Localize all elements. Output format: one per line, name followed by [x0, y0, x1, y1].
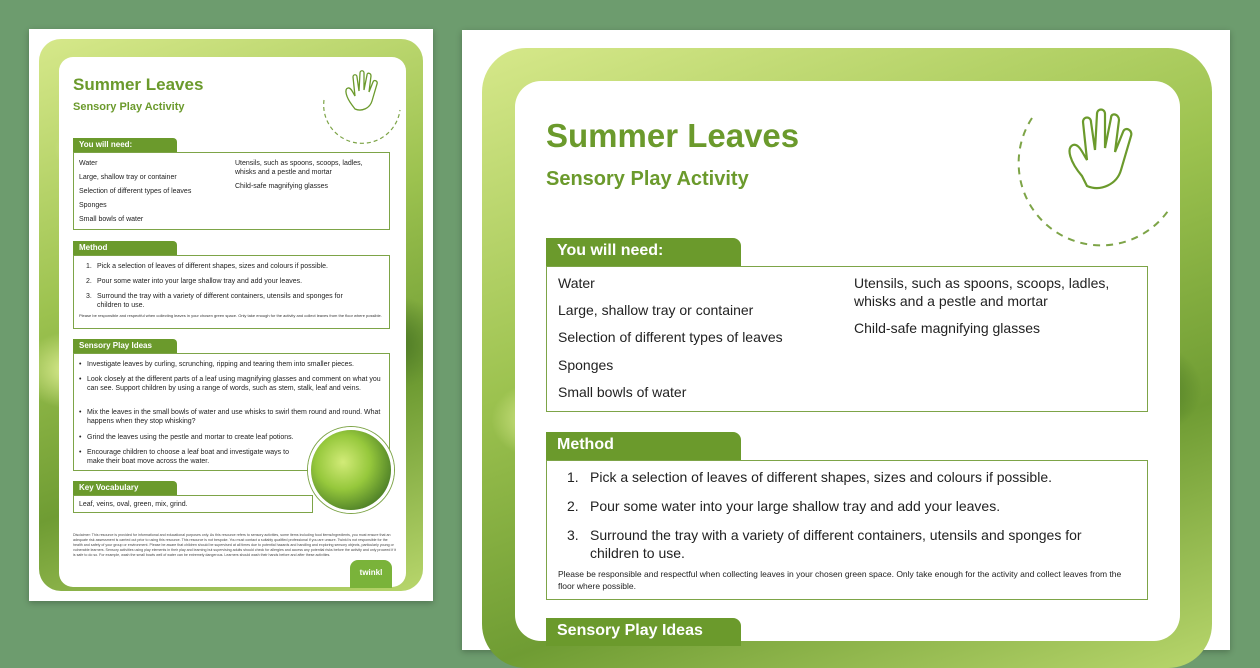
thumbnail-tab-sensory-play: Sensory Play Ideas — [73, 339, 177, 353]
thumbnail-tab-method: Method — [73, 241, 177, 255]
thumbnail-need-item: Small bowls of water — [79, 216, 144, 223]
thumbnail-bullet: • — [79, 376, 82, 383]
method-step: Surround the tray with a variety of different containers, utensils and sponges for children to use. — [590, 527, 1082, 561]
thumbnail-idea-item: Investigate leaves by curling, scrunching, ripping and tearing them into smaller pieces. — [87, 361, 354, 368]
thumbnail-title: Summer Leaves — [73, 75, 204, 94]
thumbnail-method-step: Surround the tray with a variety of different containers, utensils and sponges for children to use. — [97, 293, 343, 309]
thumbnail-key-vocabulary-text: Leaf, veins, oval, green, mix, grind. — [79, 501, 188, 508]
need-item: Water — [558, 275, 595, 291]
thumbnail-need-item: Child-safe magnifying glasses — [235, 183, 328, 190]
page-subtitle: Sensory Play Activity — [546, 168, 749, 190]
hand-wave-icon — [322, 55, 402, 135]
thumbnail-need-item: Sponges — [79, 202, 107, 209]
step-number: 2. — [567, 498, 579, 514]
thumbnail-step-number: 1. — [86, 263, 92, 270]
need-item: Utensils, such as spoons, scoops, ladles, whisks and a pestle and mortar — [854, 275, 1110, 309]
thumbnail-method-note: Please be responsible and respectful when collecting leaves in your chosen green space. Only take enough for the activity and collect leaves from the floor where possible. — [79, 313, 382, 318]
tab-method: Method — [546, 432, 741, 460]
method-note: Please be responsible and respectful when collecting leaves in your chosen green space. Only take enough for the activity and collect leaves from the floor where possible. — [558, 569, 1122, 591]
thumbnail-idea-item: Look closely at the different parts of a leaf using magnifying glasses and comment on what you can see. Support children by using a range of words, such as stem, stalk, leaf and veins. — [87, 376, 381, 392]
thumbnail-disclaimer: Disclaimer: This resource is provided for informational and educational purposes only. As this resource refers to sensory activities, some items including food items/ingredients, you must ensure that an adequate risk assessment is carried out prior to using this resource. This resource is not bespoke. You must contact a suitably qualified professional if you are unsure. Twinkl is not responsible for the health and safety of your group or environment. Please be aware that children should be supervised at all times due to potential hazards and handling and exploring sensory objects, particularly young or vulnerable learners. Sensory activities using play elements in their play and learning but supervising adults should check for allergies and access any potential risks before the activity and only proceed if it is safe to do so. For example, wash the small bowls well of water can be extremely dangerous. Learners should wash their hands before and after these activities. — [73, 533, 397, 557]
thumbnail-idea-item: Grind the leaves using the pestle and mortar to create leaf potions. — [87, 434, 294, 441]
thumbnail-need-item: Utensils, such as spoons, scoops, ladles, whisks and a pestle and mortar — [235, 160, 363, 176]
thumbnail-method-step: Pick a selection of leaves of different shapes, sizes and colours if possible. — [97, 263, 328, 270]
thumbnail-need-item: Water — [79, 160, 98, 167]
need-item: Child-safe magnifying glasses — [854, 320, 1040, 336]
method-step: Pick a selection of leaves of different shapes, sizes and colours if possible. — [590, 469, 1052, 485]
thumbnail-tab-you-will-need: You will need: — [73, 138, 177, 152]
thumbnail-bullet: • — [79, 409, 82, 416]
thumbnail-bullet: • — [79, 434, 82, 441]
thumbnail-method-step: Pour some water into your large shallow tray and add your leaves. — [97, 278, 303, 285]
thumbnail-step-number: 3. — [86, 293, 92, 300]
tab-you-will-need: You will need: — [546, 238, 741, 266]
thumbnail-need-item: Selection of different types of leaves — [79, 188, 192, 195]
thumbnail-bullet: • — [79, 361, 82, 368]
thumbnail-step-number: 2. — [86, 278, 92, 285]
thumbnail-need-item: Large, shallow tray or container — [79, 174, 177, 181]
leaf-photo-circle — [308, 427, 394, 513]
need-item: Sponges — [558, 357, 614, 373]
thumbnail-subtitle: Sensory Play Activity — [73, 101, 185, 113]
thumbnail-idea-item: Encourage children to choose a leaf boat and investigate ways to make their boat move across the water. — [87, 449, 289, 465]
hand-wave-icon — [1020, 78, 1182, 230]
thumbnail-idea-item: Mix the leaves in the small bowls of water and use whisks to swirl them round and round. What happens when they stop whisking? — [87, 409, 381, 425]
need-item: Small bowls of water — [558, 384, 687, 400]
need-item: Large, shallow tray or container — [558, 302, 754, 318]
method-step: Pour some water into your large shallow tray and add your leaves. — [590, 498, 1001, 514]
tab-sensory-play: Sensory Play Ideas — [546, 618, 741, 646]
step-number: 3. — [567, 527, 579, 543]
thumbnail-tab-key-vocabulary: Key Vocabulary — [73, 481, 177, 495]
thumbnail-bullet: • — [79, 449, 82, 456]
twinkl-logo: twinkl — [350, 560, 392, 588]
step-number: 1. — [567, 469, 579, 485]
need-item: Selection of different types of leaves — [558, 329, 783, 345]
page-title: Summer Leaves — [546, 117, 800, 154]
